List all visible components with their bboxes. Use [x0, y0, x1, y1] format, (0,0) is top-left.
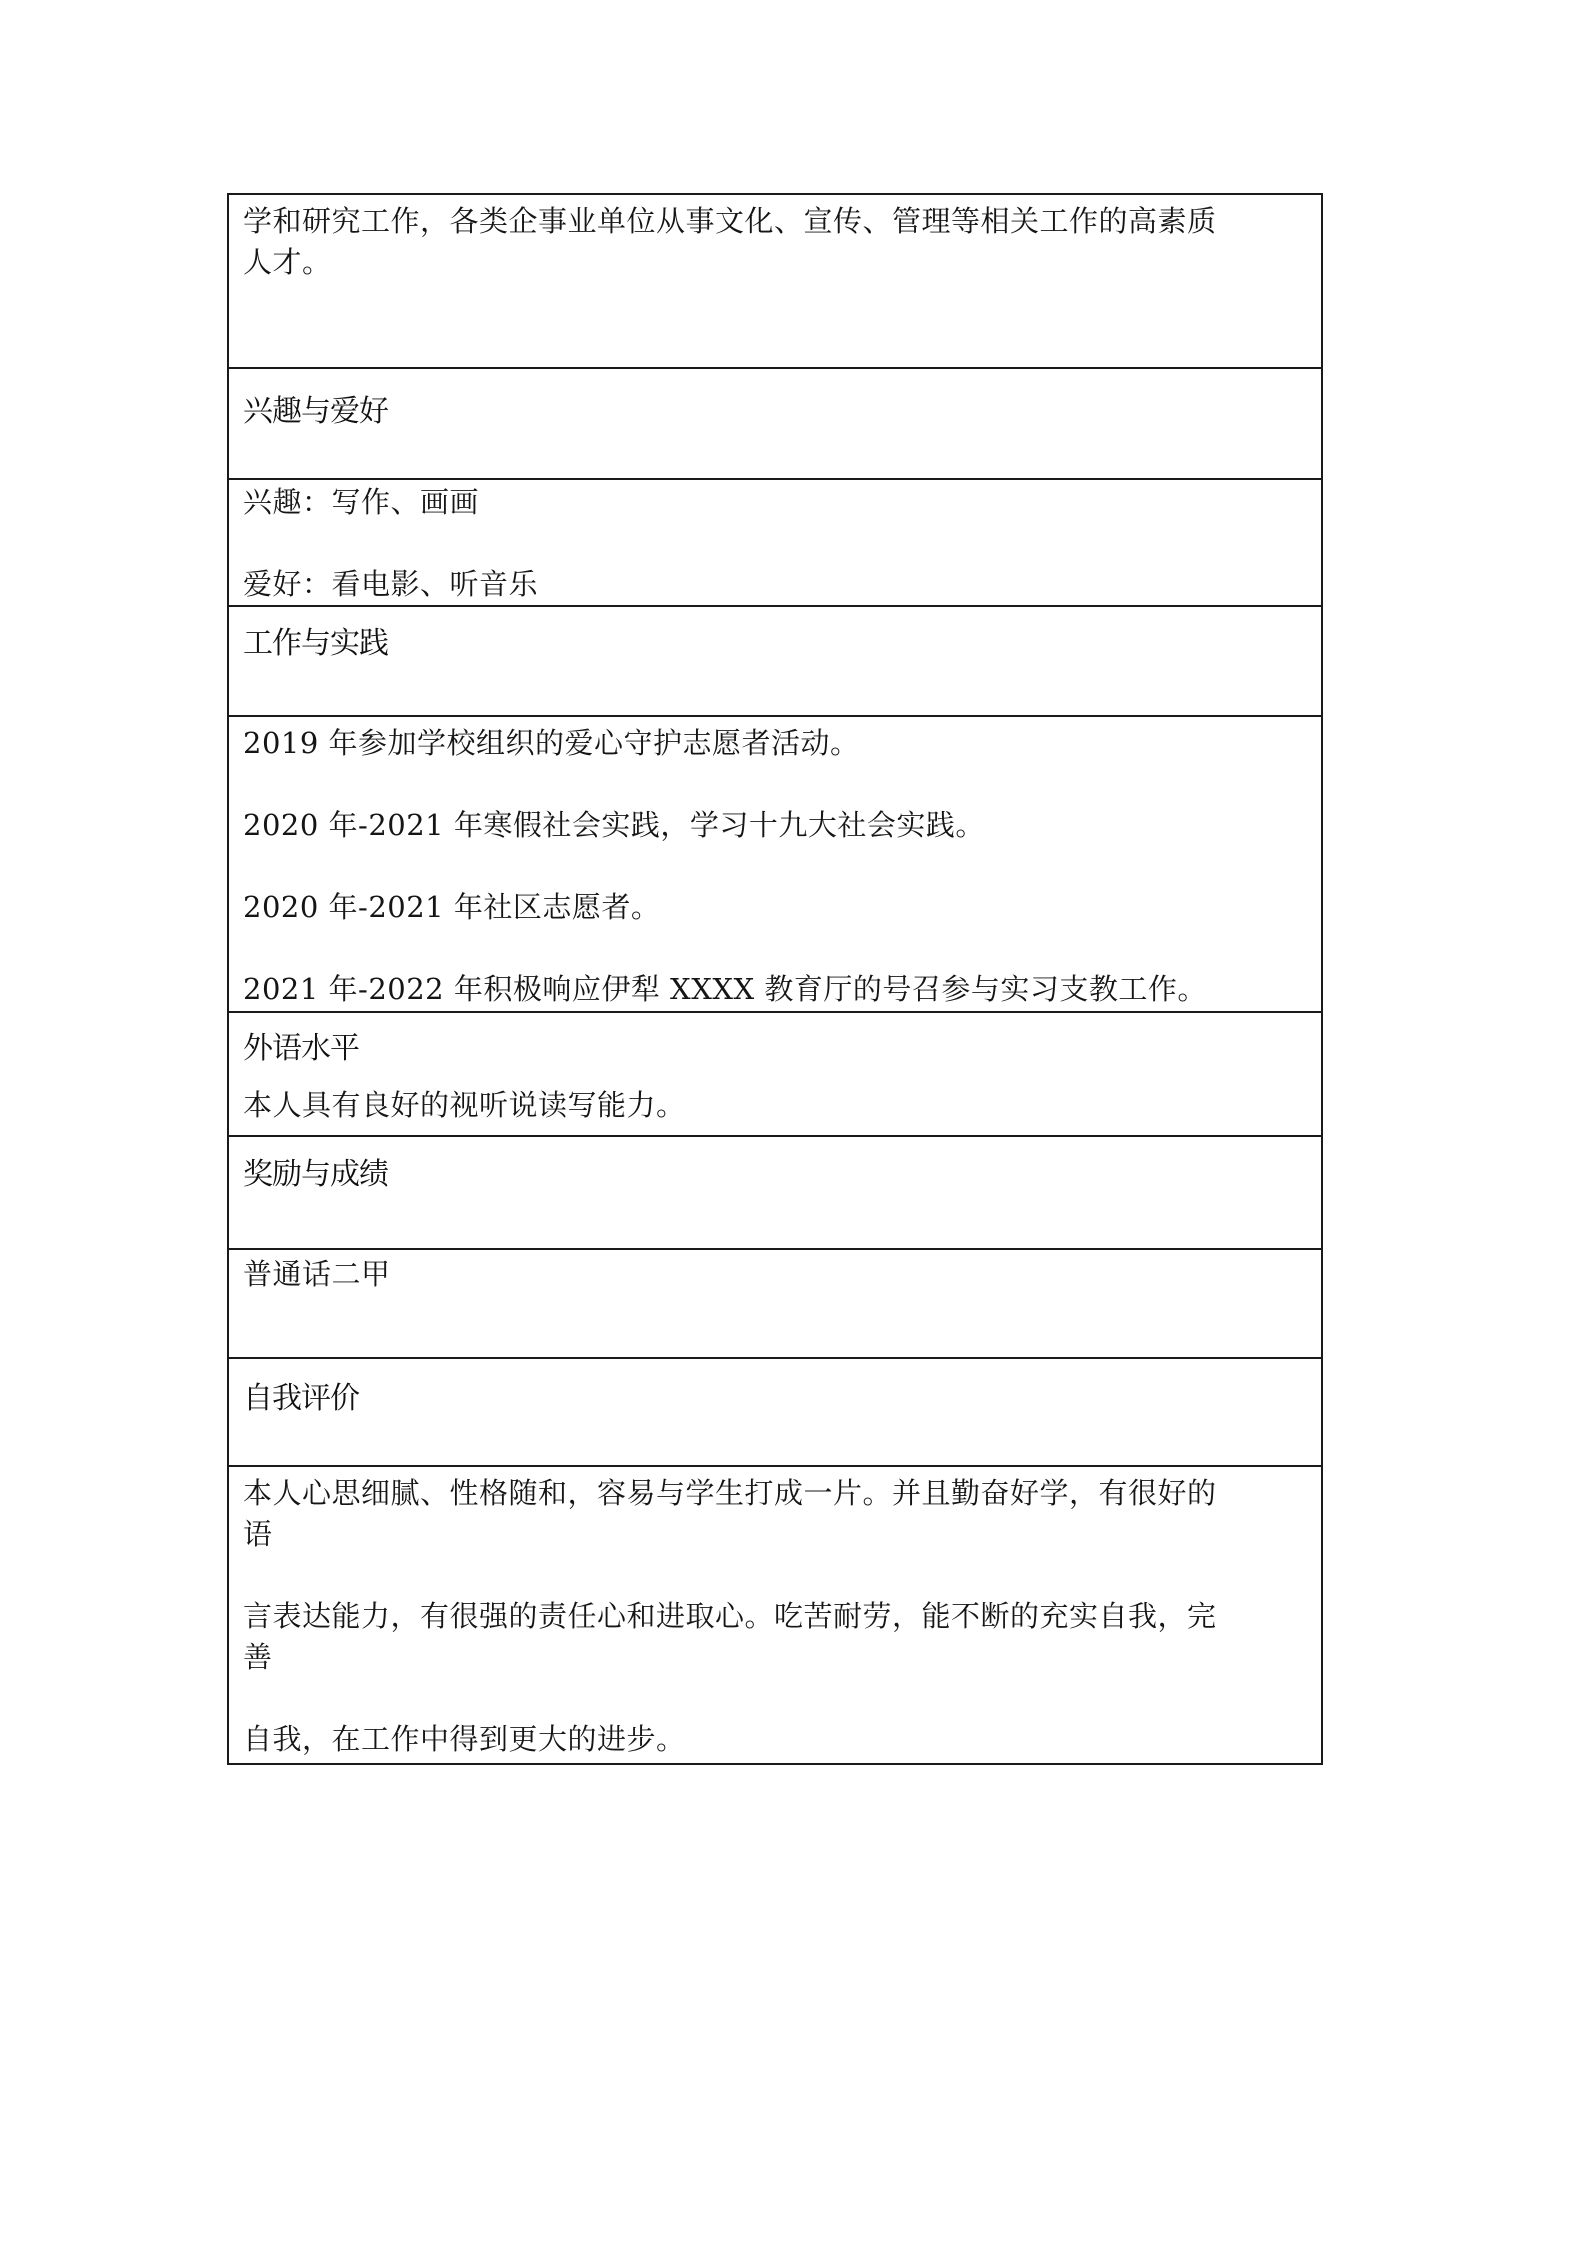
award-item-1: 普通话二甲 [243, 1257, 391, 1291]
awards-body-cell [229, 1250, 1321, 1359]
hobbies-heading-cell [229, 369, 1321, 480]
self-eval-line-2: 语 [243, 1517, 273, 1551]
work-practice-heading-cell [229, 607, 1321, 717]
self-evaluation-heading: 自我评价 [243, 1381, 359, 1416]
work-practice-heading: 工作与实践 [243, 626, 388, 661]
foreign-language-heading: 外语水平 [243, 1031, 359, 1066]
work-item-1: 2019 年参加学校组织的爱心守护志愿者活动。 [243, 726, 860, 760]
intro-continuation-cell [229, 195, 1321, 369]
work-item-2: 2020 年-2021 年寒假社会实践，学习十九大社会实践。 [243, 808, 985, 842]
awards-heading: 奖励与成绩 [243, 1157, 388, 1192]
self-eval-line-3: 言表达能力，有很强的责任心和进取心。吃苦耐劳，能不断的充实自我，完 [243, 1599, 1217, 1633]
foreign-language-cell [229, 1013, 1321, 1137]
awards-heading-cell [229, 1137, 1321, 1250]
self-evaluation-heading-cell [229, 1359, 1321, 1467]
hobbies-body-cell [229, 480, 1321, 607]
intro-line-2: 人才。 [243, 245, 332, 279]
self-eval-line-1: 本人心思细腻、性格随和，容易与学生打成一片。并且勤奋好学，有很好的 [243, 1476, 1217, 1510]
hobbies-heading: 兴趣与爱好 [243, 394, 388, 429]
hobbies-line: 爱好：看电影、听音乐 [243, 567, 539, 601]
resume-table [227, 193, 1323, 1765]
work-item-3: 2020 年-2021 年社区志愿者。 [243, 890, 661, 924]
self-eval-line-4: 善 [243, 1640, 273, 1674]
work-practice-body-cell [229, 717, 1321, 1013]
work-item-4: 2021 年-2022 年积极响应伊犁 XXXX 教育厅的号召参与实习支教工作。 [243, 972, 1207, 1006]
self-eval-line-5: 自我，在工作中得到更大的进步。 [243, 1722, 686, 1756]
intro-line-1: 学和研究工作，各类企事业单位从事文化、宣传、管理等相关工作的高素质 [243, 204, 1217, 238]
self-evaluation-body-cell [229, 1467, 1321, 1763]
interests-line: 兴趣：写作、画画 [243, 485, 480, 519]
foreign-language-text: 本人具有良好的视听说读写能力。 [243, 1088, 686, 1122]
